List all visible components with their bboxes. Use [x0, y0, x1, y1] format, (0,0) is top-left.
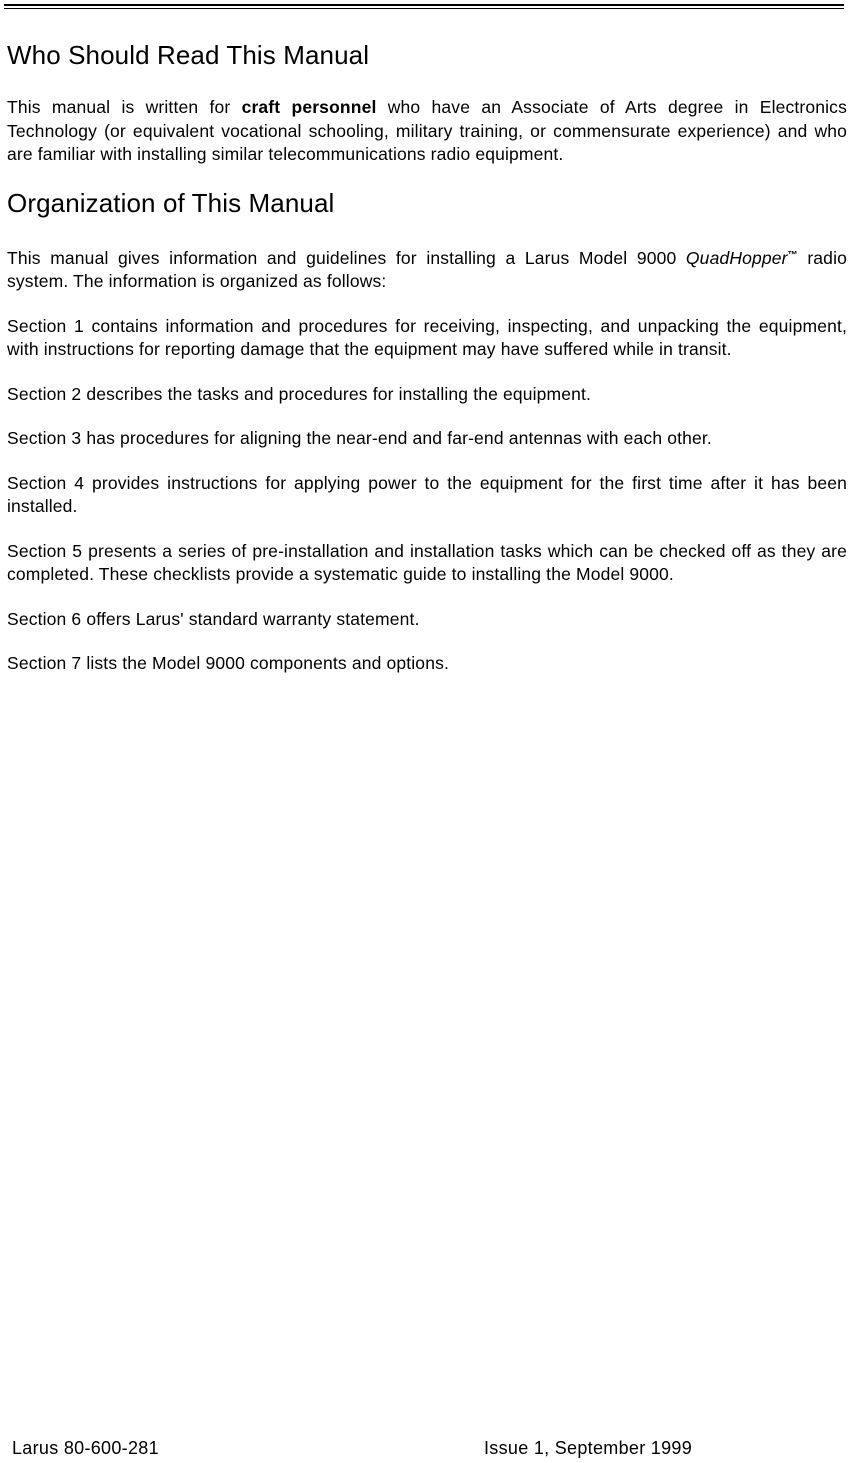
section-1-description: Section 1 contains information and procedures for receiving, inspecting, and unpacking the equipment, with instructions for reporting damage that the equipment may have suffered while in transit. [7, 315, 847, 359]
who-paragraph [7, 96, 847, 167]
who-text-bold: craft personnel [241, 97, 377, 117]
section-6-description: Section 6 offers Larus' standard warranty statement. [7, 608, 420, 629]
intro-text-2: radio system. The information is organized as follows: [7, 247, 847, 291]
section-3-description: Section 3 has procedures for aligning the near-end and far-end antennas with each other. [7, 428, 712, 448]
intro-text-1: This manual gives information and guidelines for installing a Larus Model 9000 [7, 247, 686, 268]
trademark-symbol: ™ [787, 249, 798, 261]
section-5-description: Section 5 presents a series of pre-installation and installation tasks which can be checked off as they are completed. These checklists provide a systematic guide to installing the Model 9000. [7, 540, 847, 584]
section-2-description: Section 2 describes the tasks and procedures for installing the equipment. [7, 383, 592, 404]
heading-who-should-read: Who Should Read This Manual [7, 40, 370, 70]
organization-intro [7, 244, 847, 294]
who-text-1: This manual is written for [7, 97, 242, 117]
intro-product-name: QuadHopper [685, 247, 788, 268]
footer-issue-date: Issue 1, September 1999 [484, 1438, 693, 1458]
section-7-description: Section 7 lists the Model 9000 components and options. [7, 653, 449, 673]
who-text-2: who have an Associate of Arts degree in Electronics Technology (or equivalent vocational schooling, military training, or commensurate experience) and who are familiar with installing similar telecommunications radio equipment. [7, 97, 847, 164]
heading-organization: Organization of This Manual [7, 187, 335, 218]
page-content [7, 40, 847, 697]
section-4-description: Section 4 provides instructions for applying power to the equipment for the first time after it has been installed. [7, 472, 847, 516]
top-rule [4, 4, 844, 9]
footer-doc-number: Larus 80-600-281 [12, 1438, 159, 1458]
